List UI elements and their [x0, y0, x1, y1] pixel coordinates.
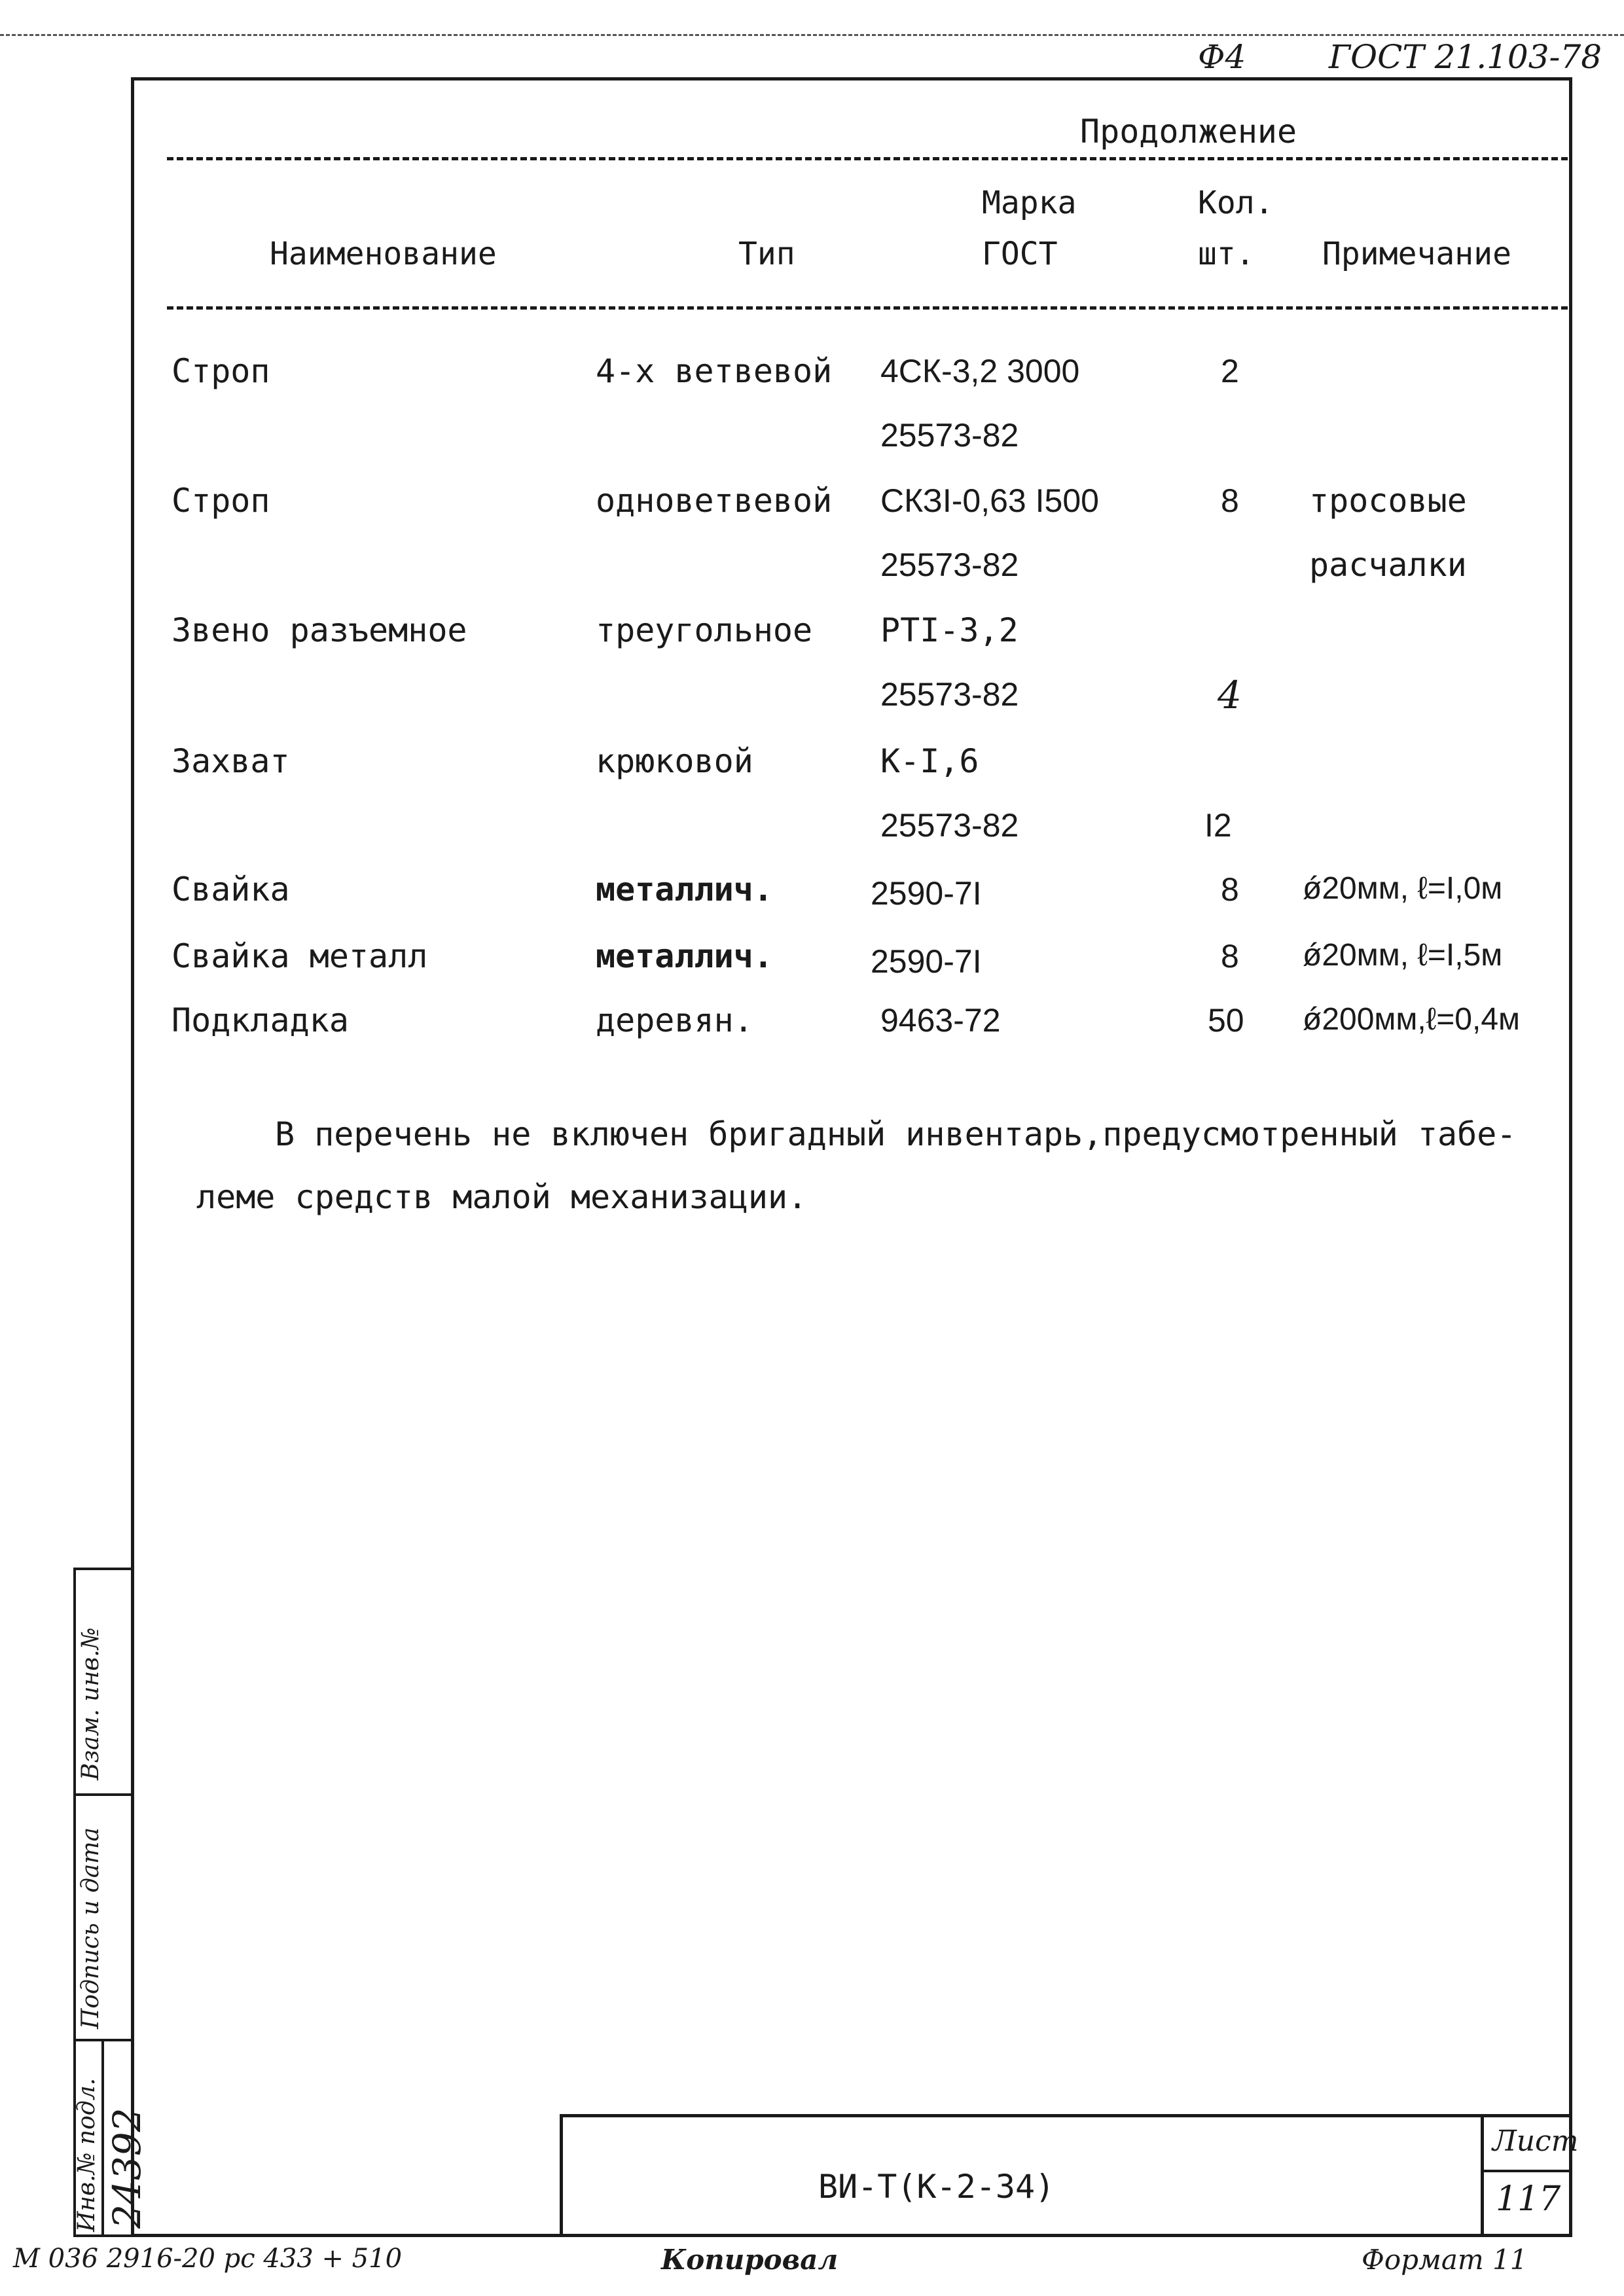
page-frame: [131, 77, 1572, 2237]
sheet-label: Лист: [1492, 2125, 1579, 2158]
row-9-name: Свайка: [171, 870, 290, 908]
row-7-mark: К-I,6: [880, 742, 979, 780]
row-9-type: металлич.: [596, 870, 773, 908]
row-10-type: металлич.: [596, 937, 773, 975]
row-2-mark: 25573-82: [880, 417, 1019, 454]
row-10-name: Свайка металл: [171, 937, 428, 975]
row-1-name: Строп: [171, 352, 270, 390]
header-bottom-rule: [167, 306, 1568, 310]
standard-number: ГОСТ 21.103-78: [1329, 38, 1602, 76]
col-header-type: Тип: [738, 236, 795, 272]
row-10-mark: 2590-7I: [871, 943, 982, 980]
note-paragraph-line-1: В перечень не включен бригадный инвентарь,предусмотренный табе-: [275, 1115, 1517, 1153]
col-header-mark-2: ГОСТ: [982, 236, 1058, 272]
row-1-mark: 4СК-3,2 3000: [880, 353, 1080, 389]
row-11-type: деревян.: [596, 1001, 753, 1039]
side-strip-vertical-divider: [101, 2039, 104, 2237]
row-3-qty: 8: [1221, 482, 1239, 519]
title-block: [560, 2114, 1572, 2237]
sheet-code: Ф4: [1198, 38, 1246, 76]
row-4-mark: 25573-82: [880, 547, 1019, 583]
col-header-qty-1: Кол.: [1198, 185, 1274, 221]
row-1-qty: 2: [1221, 353, 1239, 389]
continuation-label: Продолжение: [1080, 113, 1297, 151]
row-11-note: ǿ200мм,ℓ=0,4м: [1303, 1002, 1521, 1037]
signature-date-label: Подпись и дата: [77, 1827, 104, 2029]
sheet-number: 117: [1496, 2179, 1561, 2219]
row-3-name: Строп: [171, 482, 270, 520]
row-7-type: крюковой: [596, 742, 753, 780]
row-8-mark: 25573-82: [880, 807, 1019, 844]
row-10-note: ǿ20мм, ℓ=I,5м: [1303, 938, 1503, 973]
row-3-note: тросовые: [1309, 482, 1467, 520]
inventory-original-label: Инв.№ подл.: [73, 2077, 100, 2232]
row-6-mark: 25573-82: [880, 676, 1019, 713]
row-11-mark: 9463-72: [880, 1002, 1001, 1039]
row-5-type: треугольное: [596, 611, 813, 649]
swap-inventory-label: Взам. инв.№: [77, 1627, 104, 1780]
row-11-qty: 50: [1208, 1002, 1244, 1039]
footer-copied: Копировал: [661, 2244, 839, 2276]
row-3-type: одноветвевой: [596, 482, 833, 520]
header-top-rule: [167, 157, 1568, 160]
row-7-name: Захват: [171, 742, 290, 780]
footer-register: М 036 2916-20 рс 433 + 510: [13, 2244, 403, 2274]
row-5-name: Звено разъемное: [171, 611, 467, 649]
row-6-qty: 4: [1218, 673, 1242, 717]
inventory-original-number: 24392: [105, 2108, 149, 2229]
title-block-sheet-divider: [1481, 2114, 1484, 2237]
row-4-note: расчалки: [1309, 546, 1467, 584]
row-3-mark: СКЗI-0,63 I500: [880, 482, 1099, 519]
note-paragraph-line-2: леме средств малой механизации.: [196, 1178, 808, 1216]
row-5-mark: РТI-3,2: [880, 611, 1019, 649]
row-1-type: 4-х ветвевой: [596, 352, 833, 390]
col-header-note: Примечание: [1322, 236, 1511, 272]
row-8-qty: I2: [1204, 807, 1232, 844]
col-header-qty-2: шт.: [1198, 236, 1255, 272]
top-border-line: [0, 34, 1624, 36]
side-strip-divider-1: [73, 1793, 132, 1796]
col-header-mark-1: Марка: [982, 185, 1077, 221]
row-11-name: Подкладка: [171, 1001, 349, 1039]
row-9-qty: 8: [1221, 871, 1239, 908]
footer-format: Формат 11: [1362, 2244, 1528, 2276]
title-block-sheet-rule: [1481, 2170, 1572, 2172]
row-9-mark: 2590-7I: [871, 875, 982, 912]
row-9-note: ǿ20мм, ℓ=I,0м: [1303, 871, 1503, 906]
row-10-qty: 8: [1221, 938, 1239, 975]
col-header-name: Наименование: [270, 236, 497, 272]
document-code: ВИ-Т(К-2-34): [818, 2168, 1055, 2206]
